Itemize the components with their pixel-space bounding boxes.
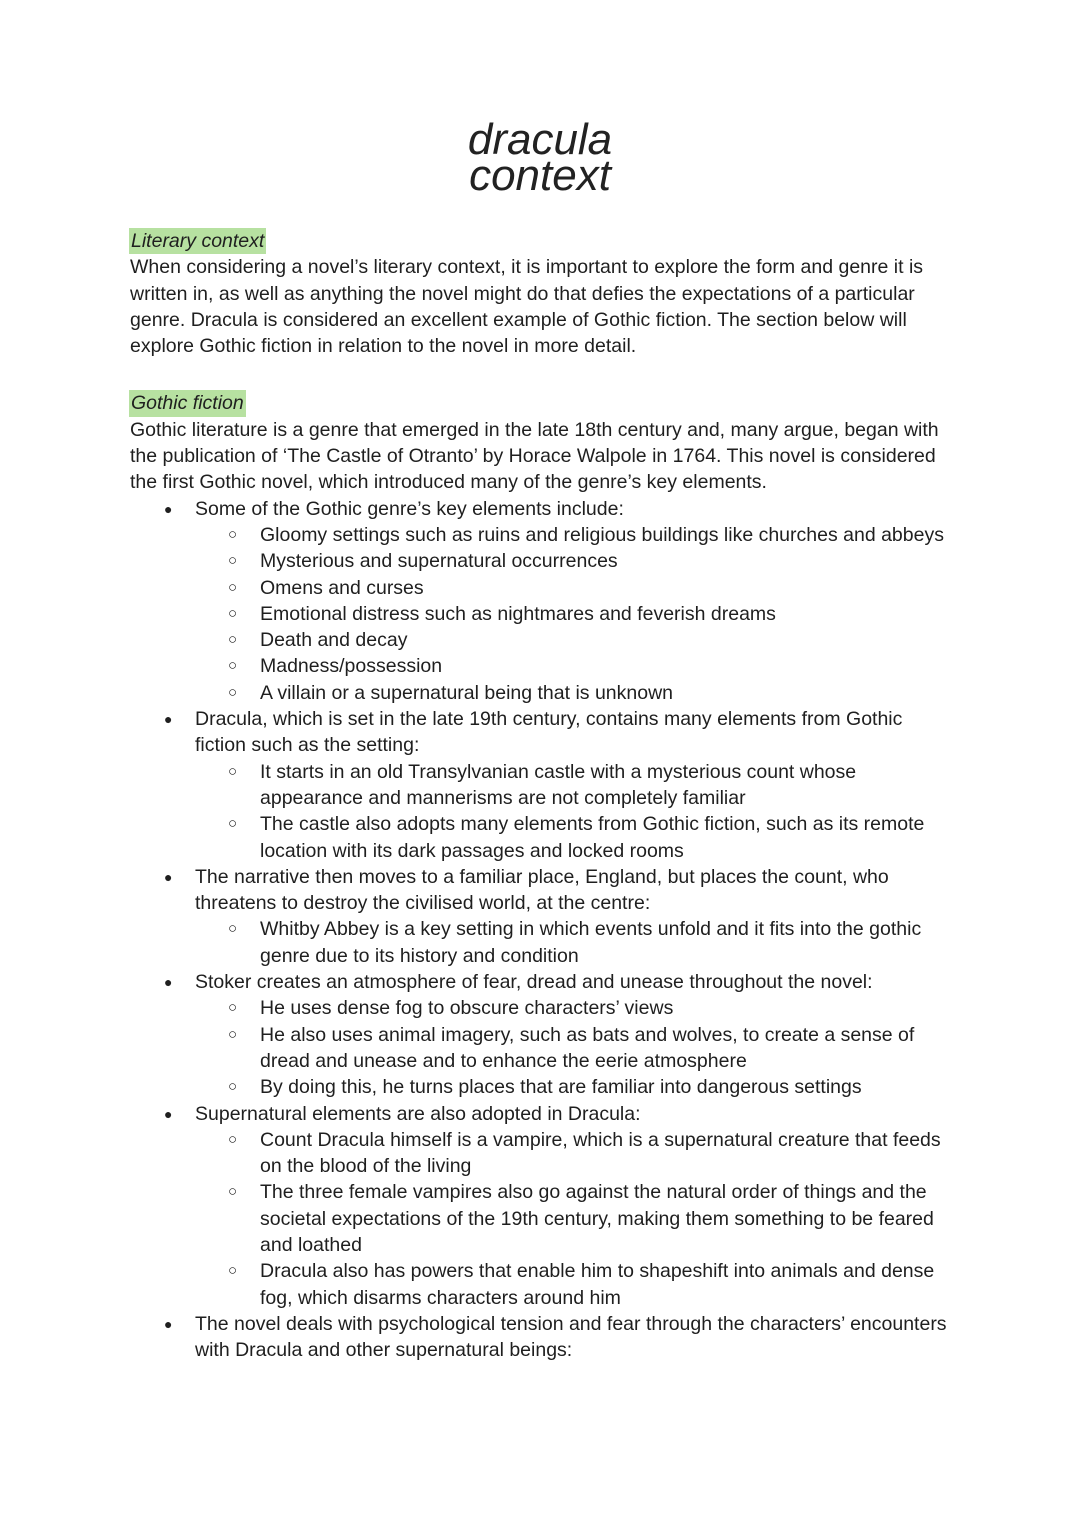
paragraph-literary-context: When considering a novel’s literary context, it is important to explore the form and genre it is written in, as well as anything the novel might do that defies the expectations of a particular genre. Dracula is considered an excellent example of Gothic fiction. The section below will explore Gothic fiction in relation to the novel in more detail. — [130, 256, 924, 358]
sub-list-item-text: Mysterious and supernatural occurrences — [260, 550, 618, 573]
sub-list-item-text: Dracula also has powers that enable him to shapeshift into animals and dense fog, which disarms characters around him — [260, 1260, 935, 1309]
sub-list — [195, 1127, 950, 1311]
sub-list-item-text: He uses dense fog to obscure characters’ views — [260, 997, 674, 1020]
bullet-list — [130, 496, 950, 1364]
bullet-circle-icon: ○ — [228, 815, 238, 833]
list-item-text: The narrative then moves to a familiar place, England, but places the count, who threatens to destroy the civilised world, at the centre: — [195, 865, 889, 915]
sub-list-item — [228, 653, 950, 679]
sub-list-item — [228, 522, 950, 548]
bullet-circle-icon: ○ — [228, 631, 238, 649]
spacer — [130, 359, 950, 385]
sub-list-item — [228, 1179, 950, 1258]
paragraph-gothic-fiction: Gothic literature is a genre that emerged in the late 18th century and, many argue, began with the publication of ‘The Castle of Otranto’ by Horace Walpole in 1764. This novel is considered the first Gothic novel, which introduced many of the genre’s key elements. — [130, 418, 939, 494]
sub-list-item-text: Count Dracula himself is a vampire, which is a supernatural creature that feeds on the blood of the living — [260, 1128, 941, 1178]
bullet-circle-icon: ○ — [228, 999, 238, 1017]
list-item — [164, 706, 950, 864]
bullet-circle-icon: ○ — [228, 1025, 238, 1043]
sub-list-item-text: The three female vampires also go against the natural order of things and the societal expectations of the 19th century, making them something to be feared and loathed — [260, 1181, 934, 1256]
list-item — [164, 1311, 950, 1364]
document-body — [130, 228, 950, 1363]
list-item — [164, 969, 950, 1100]
list-item-text: Dracula, which is set in the late 19th century, contains many elements from Gothic fiction such as the setting: — [195, 708, 903, 757]
title-line-2: context — [469, 151, 611, 200]
bullet-dot-icon: ● — [164, 711, 173, 728]
sub-list — [195, 759, 950, 864]
sub-list-item — [228, 1258, 950, 1311]
list-item-text: Supernatural elements are also adopted in Dracula: — [195, 1102, 641, 1125]
sub-list — [195, 916, 950, 969]
sub-list-item-text: Omens and curses — [260, 576, 424, 599]
list-item-text: Stoker creates an atmosphere of fear, dread and unease throughout the novel: — [195, 971, 873, 994]
section-heading-gothic-fiction: Gothic fiction — [129, 390, 246, 416]
sub-list-item-text: Whitby Abbey is a key setting in which events unfold and it fits into the gothic genre due to its history and condition — [260, 918, 922, 967]
sub-list-item-text: A villain or a supernatural being that is unknown — [260, 681, 674, 704]
sub-list-item — [228, 916, 950, 969]
bullet-circle-icon: ○ — [228, 552, 238, 570]
sub-list-item-text: Death and decay — [260, 629, 408, 652]
sub-list-item — [228, 575, 950, 601]
sub-list-item-text: It starts in an old Transylvanian castle with a mysterious count whose appearance and mannerisms are not completely familiar — [260, 760, 857, 809]
title-line-1: dracula — [467, 115, 613, 164]
sub-list-item — [228, 1074, 950, 1100]
page-title — [0, 115, 1080, 200]
sub-list-item — [228, 680, 950, 706]
section-heading-literary-context: Literary context — [129, 228, 266, 254]
bullet-dot-icon: ● — [164, 868, 173, 885]
sub-list-item-text: Gloomy settings such as ruins and religious buildings like churches and abbeys — [260, 523, 944, 546]
bullet-dot-icon: ● — [164, 974, 173, 991]
list-item — [164, 864, 950, 969]
sub-list-item-text: He also uses animal imagery, such as bats and wolves, to create a sense of dread and unease and to enhance the eerie atmosphere — [260, 1023, 915, 1072]
bullet-dot-icon: ● — [164, 500, 173, 517]
list-item-text: Some of the Gothic genre’s key elements include: — [195, 497, 624, 520]
sub-list-item — [228, 548, 950, 574]
list-item-text: The novel deals with psychological tension and fear through the characters’ encounters with Dracula and other supernatural beings: — [195, 1312, 947, 1362]
bullet-dot-icon: ● — [164, 1105, 173, 1122]
sub-list-item — [228, 811, 950, 864]
bullet-circle-icon: ○ — [228, 604, 238, 622]
sub-list-item-text: Emotional distress such as nightmares and feverish dreams — [260, 602, 776, 625]
bullet-circle-icon: ○ — [228, 578, 238, 596]
sub-list-item-text: By doing this, he turns places that are familiar into dangerous settings — [260, 1076, 862, 1099]
sub-list-item-text: Madness/possession — [260, 655, 443, 678]
bullet-circle-icon: ○ — [228, 657, 238, 675]
bullet-circle-icon: ○ — [228, 920, 238, 938]
sub-list — [195, 522, 950, 706]
bullet-circle-icon: ○ — [228, 1130, 238, 1148]
sub-list-item — [228, 1022, 950, 1075]
bullet-circle-icon: ○ — [228, 1078, 238, 1096]
sub-list-item — [228, 601, 950, 627]
sub-list-item-text: The castle also adopts many elements from Gothic fiction, such as its remote location with its dark passages and locked rooms — [260, 813, 925, 862]
bullet-circle-icon: ○ — [228, 1183, 238, 1201]
sub-list — [195, 995, 950, 1100]
bullet-dot-icon: ● — [164, 1315, 173, 1332]
bullet-circle-icon: ○ — [228, 683, 238, 701]
bullet-circle-icon: ○ — [228, 762, 238, 780]
list-item — [164, 496, 950, 706]
sub-list-item — [228, 759, 950, 812]
bullet-circle-icon: ○ — [228, 1262, 238, 1280]
sub-list-item — [228, 1127, 950, 1180]
sub-list-item — [228, 995, 950, 1021]
bullet-circle-icon: ○ — [228, 525, 238, 543]
list-item — [164, 1101, 950, 1311]
sub-list-item — [228, 627, 950, 653]
